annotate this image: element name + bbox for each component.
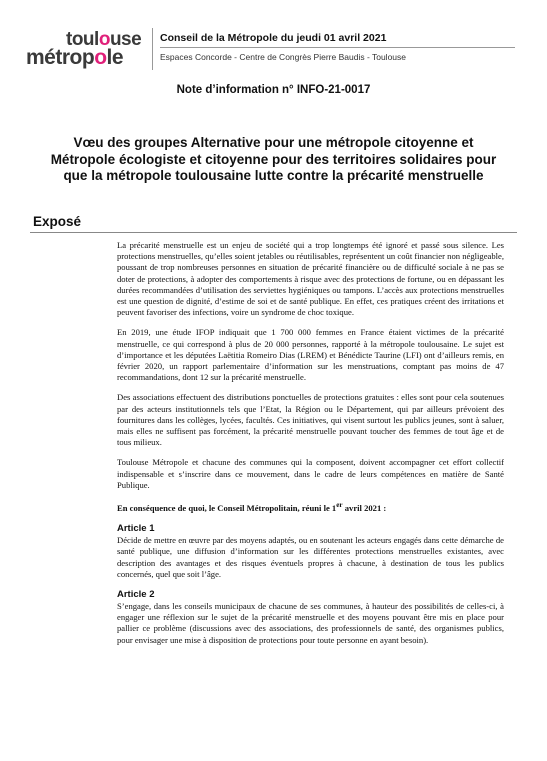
section-heading: Exposé — [33, 214, 82, 229]
header-divider-vertical — [152, 28, 153, 70]
article-text: S’engage, dans les conseils municipaux de chacune de ses communes, à hauteur des possibilités de celles-ci, à engager une réflexion sur le sujet de la précarité menstruelle et des moyens pouvant être mis en place pour pallier ce problème (discussions avec des associations, des professionnels de santé, des organismes publics, pour envisager une mise à disposition de protections pour toute personne en ayant besoin). — [117, 600, 504, 645]
paragraph: Des associations effectuent des distributions ponctuelles de protections gratuites : elles sont pour cela soutenues par des acteurs institutionnels tels que l’Etat, la Région ou le Département, qui par ailleurs prévoient des fournitures dans les collèges, lycées, facultés. Ces initiatives, qui visent surtout les publics jeunes, sont à saluer, mais elles ne suffisent pas forcément, la précarité menstruelle pouvant toucher des femmes de tout âge et de tous milieux. — [117, 392, 504, 448]
toulouse-metropole-logo — [26, 30, 148, 70]
logo-text: métrop — [26, 46, 95, 69]
note-info-number: Note d’information n° INFO-21-0017 — [176, 84, 371, 96]
resolution-text: En conséquence de quoi, le Conseil Métropolitain, réuni le 1 — [117, 502, 337, 513]
paragraph: Toulouse Métropole et chacune des communes qui la composent, doivent accompagner cet effort collectif indispensable et s’inscrire dans ce mouvement, dans le cadre de leurs compétences en matière de Santé Publique. — [117, 457, 504, 490]
meeting-place: Espaces Concorde - Centre de Congrès Pierre Baudis - Toulouse — [160, 52, 407, 62]
resolution-superscript: er — [336, 501, 343, 510]
resolution-text: avril 2021 : — [342, 502, 387, 513]
document-title: Vœu des groupes Alternative pour une métropole citoyenne et Métropole écologiste et citoyenne pour des territoires solidaires pour que la métropole toulousaine lutte contre la précarité menstruelle — [50, 135, 497, 183]
logo-accent-letter: o — [98, 29, 110, 50]
body-text — [117, 240, 504, 655]
meeting-title: Conseil de la Métropole du jeudi 01 avril 2021 — [160, 32, 387, 44]
paragraph: La précarité menstruelle est un enjeu de société qui a trop longtemps été ignoré et passé sous silence. Les protections menstruelles, qu’elles soient jetables ou réutilisables, représentent un coût financier non négligeable, poussant de trop nombreuses personnes en situation de précarité financière ou de difficulté sociale à ne pas se doter de protections, à adopter des comportements à risque avec des protections de fortune, ou en dépassant les durées recommandées d’utilisation des serviettes hygiéniques ou tampons. L’accès aux protections menstruelles est une question de dignité, d’estime de soi et de santé publique. En effet, ces pratiques créent des irritations et peuvent favoriser des infections, voire un syndrome de choc toxique. — [117, 240, 504, 318]
article-title: Article 2 — [117, 588, 155, 600]
logo-text: toul — [66, 29, 99, 50]
resolution-statement — [117, 500, 504, 514]
paragraph: En 2019, une étude IFOP indiquait que 1 700 000 femmes en France étaient victimes de la précarité menstruelle, ce qui correspond à plus de 20 000 personnes, rapporté à la métropole toulousaine. Le sujet est d’importance et les députées Laëtitia Romeiro Dias (LREM) et Bénédicte Taurine (LFI) ont d’ailleurs remis, en février 2020, un rapport parlementaire d’information sur les menstruations, comptant pas moins de 47 recommandations, dont 12 sur la précarité menstruelle. — [117, 327, 504, 383]
article-title: Article 1 — [117, 523, 155, 535]
section-divider — [30, 232, 517, 233]
logo-text: use — [109, 29, 142, 50]
logo-accent-letter: o — [94, 46, 107, 69]
article-text: Décide de mettre en œuvre par des moyens adaptés, ou en soutenant les acteurs engagés dans cette démarche de santé publique, une diffusion d’information sur les différentes protections menstruelles existantes, avec description des avantages et des risques éventuels propres à chacune, à destination de tous les publics concernés, quel que soit l’âge. — [117, 535, 504, 579]
logo-line-metropole — [26, 47, 123, 68]
header-divider — [160, 47, 515, 48]
logo-text: le — [106, 46, 124, 69]
